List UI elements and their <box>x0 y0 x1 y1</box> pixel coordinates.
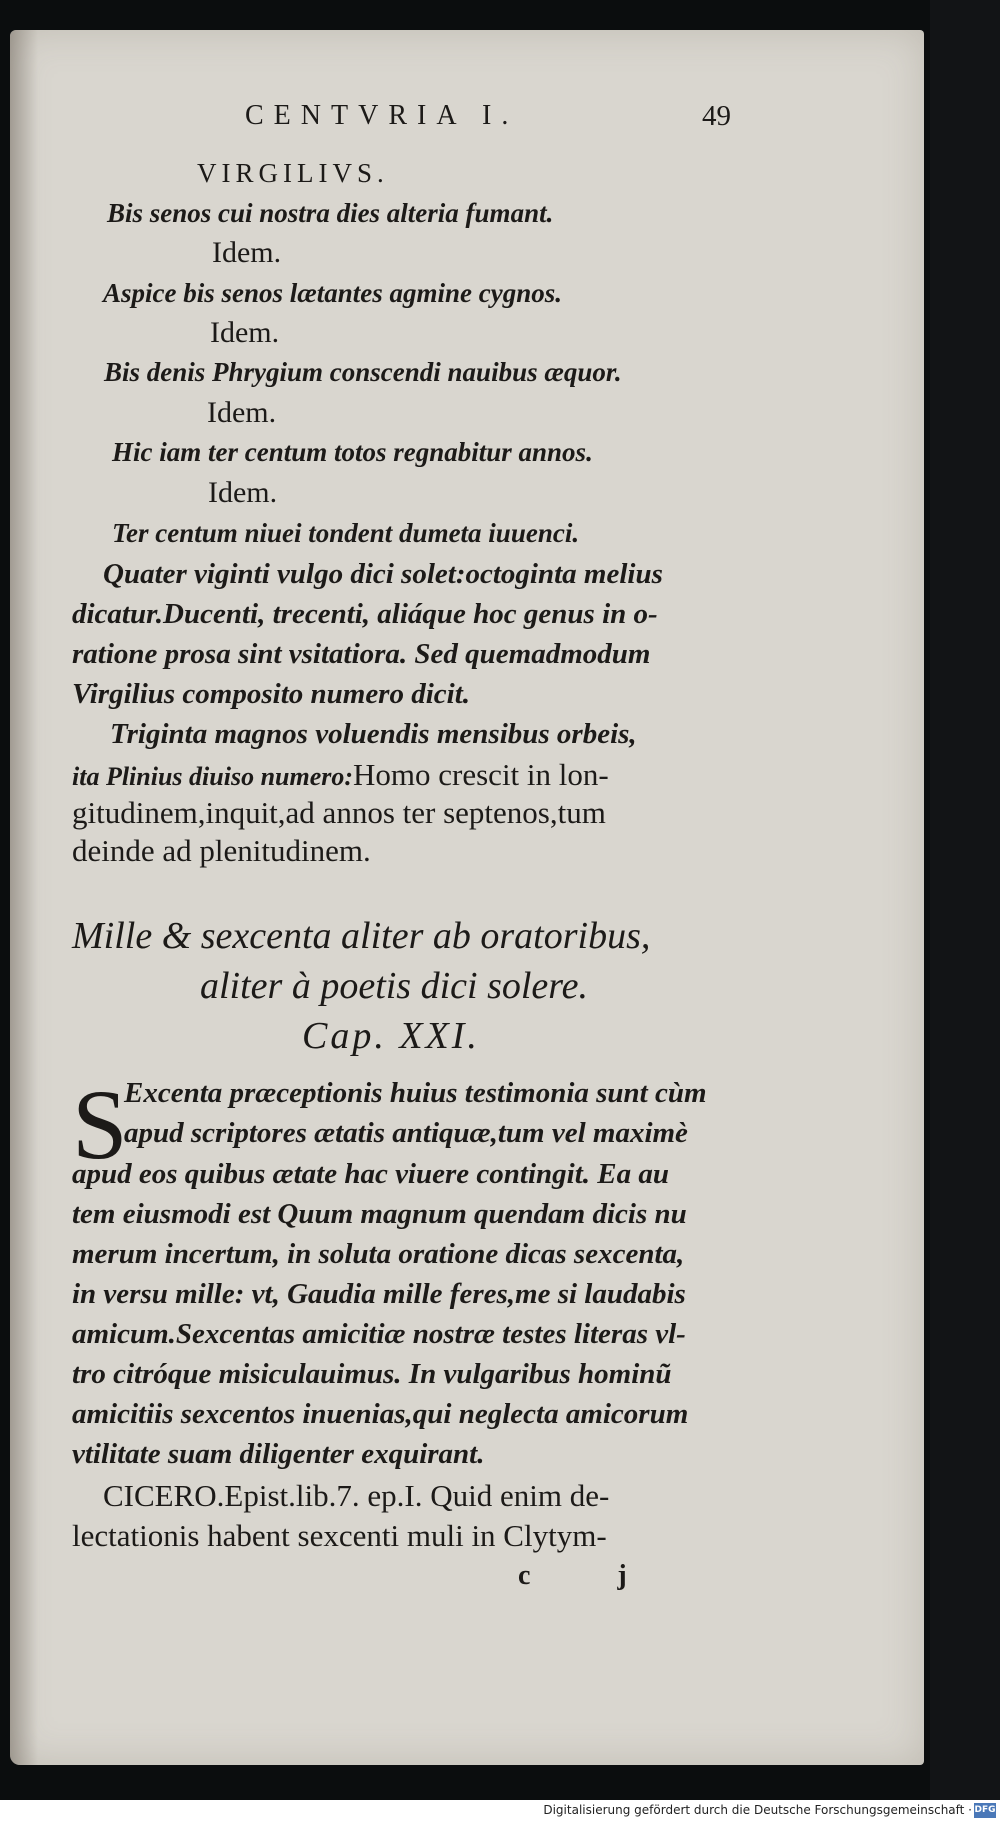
chapter-title-line: aliter à poetis dici solere. <box>200 965 589 1007</box>
prose-line: amicum.Sexcentas amicitiæ nostræ testes literas vl- <box>72 1318 686 1350</box>
scan-background-edge <box>930 0 1000 1822</box>
drop-cap: S <box>72 1069 128 1180</box>
prose-line: lectationis habent sexcenti muli in Clytym- <box>72 1518 607 1553</box>
prose-line: CICERO.Epist.lib.7. ep.I. Quid enim de- <box>103 1478 610 1513</box>
prose-line: vtilitate suam diligenter exquirant. <box>72 1438 485 1470</box>
idem-label: Idem. <box>212 236 282 269</box>
verse-line: Hic iam ter centum totos regnabitur annos. <box>112 437 593 467</box>
prose-line: ratione prosa sint vsitatiora. Sed quemadmodum <box>72 638 651 670</box>
idem-label: Idem. <box>208 476 278 509</box>
page-gutter-shadow <box>10 30 38 1765</box>
prose-roman-segment: Homo crescit in lon- <box>353 757 609 792</box>
idem-label: Idem. <box>210 316 280 349</box>
verse-line: Bis senos cui nostra dies alteria fumant. <box>107 198 554 228</box>
prose-line: in versu mille: vt, Gaudia mille feres,me si laudabis <box>72 1278 686 1310</box>
signature-mark: c j <box>518 1560 667 1591</box>
verse-line: Triginta magnos voluendis mensibus orbeis, <box>110 718 637 750</box>
prose-line: apud eos quibus ætate hac viuere contingit. Ea au <box>72 1158 669 1190</box>
prose-line: gitudinem,inquit,ad annos ter septenos,tum <box>72 795 606 830</box>
prose-line: deinde ad plenitudinem. <box>72 833 371 868</box>
prose-line: Quater viginti vulgo dici solet:octoginta melius <box>103 558 663 590</box>
verse-line: Ter centum niuei tondent dumeta iuuenci. <box>112 518 580 548</box>
prose-line: merum incertum, in soluta oratione dicas sexcenta, <box>72 1238 685 1270</box>
prose-line: tro citróque misiculauimus. In vulgaribus hominũ <box>72 1358 672 1390</box>
verse-line: Bis denis Phrygium conscendi nauibus æquor. <box>104 357 622 387</box>
prose-line: tem eiusmodi est Quum magnum quendam dicis nu <box>72 1198 687 1230</box>
prose-italic-segment: ita Plinius diuiso numero: <box>72 762 354 791</box>
page-number: 49 <box>702 100 731 132</box>
chapter-title-line: Mille & sexcenta aliter ab oratoribus, <box>72 915 651 957</box>
footer-credit: Digitalisierung gefördert durch die Deutsche Forschungsgemeinschaft · <box>543 1803 972 1817</box>
idem-label: Idem. <box>207 396 277 429</box>
prose-line: apud scriptores ætatis antiquæ,tum vel maximè <box>124 1117 688 1149</box>
prose-line: dicatur.Ducenti, trecenti, aliáque hoc genus in o- <box>72 598 658 630</box>
prose-line: Virgilius composito numero dicit. <box>72 678 471 710</box>
chapter-number: Cap. XXI. <box>302 1015 480 1057</box>
verse-line: Aspice bis senos lætantes agmine cygnos. <box>103 278 563 308</box>
running-head: CENTVRIA I. <box>245 100 519 131</box>
prose-line: Excenta præceptionis huius testimonia sunt cùm <box>124 1077 707 1109</box>
prose-line: amicitiis sexcentos inuenias,qui neglecta amicorum <box>72 1398 689 1430</box>
verse-author-heading: VIRGILIVS. <box>197 158 389 188</box>
prose-line-mixed <box>72 757 609 793</box>
dfg-logo-icon: DFG <box>974 1803 996 1818</box>
